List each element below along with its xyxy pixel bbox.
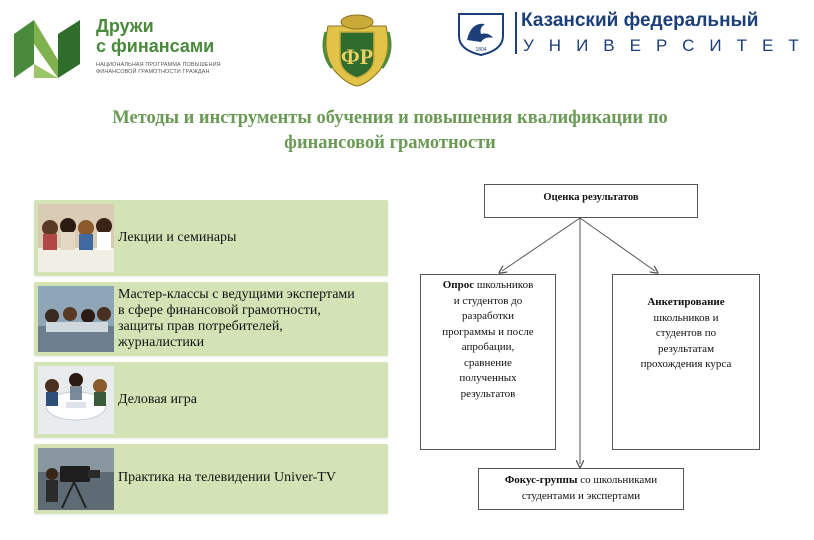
focus-groups-text-first: со школьниками <box>577 474 658 486</box>
survey-line: разработки <box>461 310 515 322</box>
results-evaluation-box <box>484 184 698 218</box>
program-subtitle-line2: ФИНАНСОВОЙ ГРАМОТНОСТИ ГРАЖДАН <box>96 69 210 75</box>
university-crest-icon <box>455 12 507 56</box>
questionnaire-line: студентов по <box>655 327 717 339</box>
survey-line: апробации, <box>461 341 515 353</box>
page-title-line2: финансовой грамотности <box>284 133 496 153</box>
university-logo <box>455 10 814 62</box>
page-title-line1: Методы и инструменты обучения и повышения квалификации по <box>112 108 668 128</box>
focus-groups-box <box>478 468 684 510</box>
questionnaire-line: школьников и <box>653 311 719 324</box>
survey-bold: Опрос <box>442 279 475 291</box>
questionnaire-box <box>612 274 760 450</box>
method-label-line3: защиты прав потребителей, <box>118 319 283 334</box>
method-label: Лекции и семинары <box>118 230 237 245</box>
survey-text-first: школьников <box>474 279 534 291</box>
masterclass-photo <box>38 286 114 352</box>
method-label: Практика на телевидении Univer-TV <box>118 470 336 485</box>
tv-camera-photo <box>38 448 114 510</box>
university-name: Казанский федеральный <box>521 10 759 31</box>
method-label-line2: в сфере финансовой грамотности, <box>118 303 321 318</box>
program-logo-icon <box>12 14 92 84</box>
program-name-line1: Дружи <box>96 16 154 36</box>
method-label: Деловая игра <box>118 392 197 407</box>
method-row-lectures <box>34 200 388 276</box>
method-row-business-game <box>34 362 388 438</box>
focus-groups-line2: студентами и экспертами <box>521 489 641 502</box>
ministry-emblem <box>318 8 396 88</box>
survey-line: полученных <box>459 372 517 384</box>
survey-box <box>420 274 556 450</box>
ministry-emblem-icon <box>318 8 396 88</box>
page-title <box>30 106 750 156</box>
svg-text:ФР: ФР <box>340 44 374 69</box>
focus-groups-bold: Фокус-группы <box>504 474 578 486</box>
survey-line: программы и после <box>442 325 534 338</box>
business-game-photo <box>38 366 114 434</box>
program-subtitle-line1: НАЦИОНАЛЬНАЯ ПРОГРАММА ПОВЫШЕНИЯ <box>96 62 221 68</box>
method-label-line4: журналистики <box>118 335 205 350</box>
survey-line: сравнение <box>464 356 512 369</box>
university-badge-year: 1804 <box>475 47 487 53</box>
university-subtitle: УНИВЕРСИТЕТ <box>523 36 814 55</box>
method-row-masterclasses <box>34 282 388 356</box>
lecture-audience-photo <box>38 204 114 272</box>
questionnaire-line: результатам <box>657 342 715 355</box>
method-row-tv-practice <box>34 444 388 514</box>
program-logo <box>12 14 242 84</box>
results-evaluation-label: Оценка результатов <box>543 192 639 203</box>
questionnaire-line: прохождения курса <box>640 358 732 370</box>
questionnaire-bold: Анкетирование <box>647 296 725 308</box>
survey-line: результатов <box>460 387 516 400</box>
survey-line: и студентов до <box>453 294 523 307</box>
method-label-line1: Мастер-классы с ведущими экспертами <box>118 287 355 302</box>
program-name-line2: с финансами <box>96 36 215 56</box>
university-divider <box>515 12 517 54</box>
